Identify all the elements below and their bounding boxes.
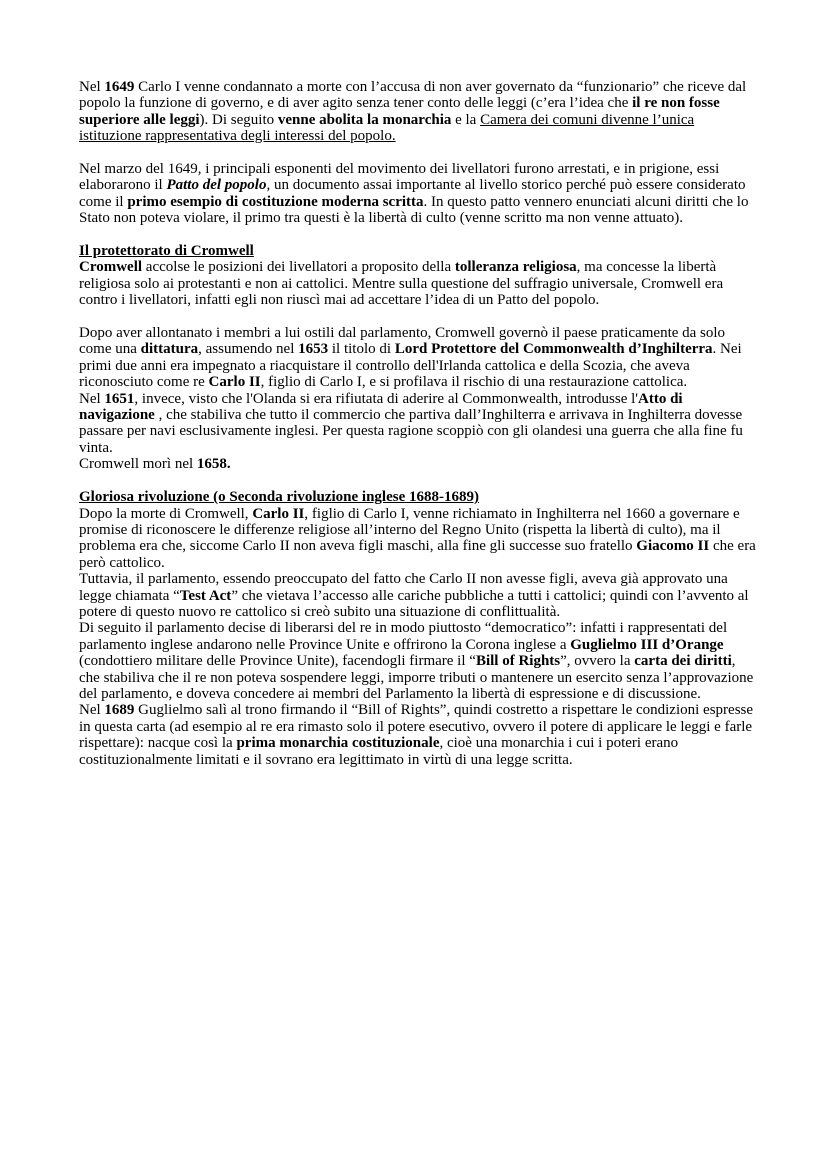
section-heading-glorious-revolution: Gloriosa rivoluzione (o Seconda rivoluzione inglese 1688-1689) xyxy=(79,489,479,506)
paragraph-spacer xyxy=(79,309,759,325)
paragraph-cromwell-death: Cromwell morì nel 1658. xyxy=(79,456,231,473)
paragraph-constitutional-monarchy: Nel 1689 Guglielmo salì al trono firmando il “Bill of Rights”, quindi costretto a rispettare le condizioni espresse in questa carta (ad esempio al re era rimasto solo il potere esecutivo, ovvero il potere di applicare le leggi e farle rispettare): nacque così la prima monarchia costituzionale, cioè una monarchia i cui i poteri erano costituzionalmente limitati e il sovrano era legittimato in virtù di una legge scritta. xyxy=(79,702,754,768)
paragraph-test-act: Tuttavia, il parlamento, essendo preoccupato del fatto che Carlo II non avesse figli, aveva già approvato una legge chiamata “Test Act” che vietava l’accesso alle cariche pubbliche a tutti i cattolici; quindi con l’avvento al potere di questo nuovo re cattolico si creò subito una situazione di conflittualità. xyxy=(79,571,749,620)
paragraph-cromwell-dictatorship: Dopo aver allontanato i membri a lui ostili dal parlamento, Cromwell governò il paese praticamente da solo come una dittatura, assumendo nel 1653 il titolo di Lord Protettore del Commonwealth d’Inghilterra. Nei primi due anni era impegnato a riacquistare il controllo dell'Irlanda cattolica e della Scozia, che aveva riconosciuto come re Carlo II, figlio di Carlo I, e si profilava il rischio di una restaurazione cattolica. xyxy=(79,325,742,391)
document-page xyxy=(79,79,759,768)
paragraph-spacer xyxy=(79,145,759,161)
paragraph-bill-of-rights: Di seguito il parlamento decise di liberarsi del re in modo piuttosto “democratico”: infatti i rappresentati del parlamento inglese andarono nelle Province Unite e offrirono la Corona inglese a Guglielmo III d’Orange (condottiero militare delle Province Unite), facendogli firmare il “Bill of Rights”, ovvero la carta dei diritti, che stabiliva che il re non poteva sospendere leggi, imporre tributi o mantenere un esercito senza l’approvazione del parlamento, e doveva concedere ai membri del Parlamento la libertà di espressione e di discussione. xyxy=(79,620,754,702)
paragraph-spacer xyxy=(79,227,759,243)
paragraph-patto-del-popolo: Nel marzo del 1649, i principali esponenti del movimento dei livellatori furono arrestati, e in prigione, essi elaborarono il Patto del popolo, un documento assai importante al livello storico perché può essere considerato come il primo esempio di costituzione moderna scritta. In questo patto vennero enunciati alcuni diritti che lo Stato non poteva violare, il primo tra questi è la libertà di culto (venne scritto ma non venne attuato). xyxy=(79,161,749,227)
section-heading-cromwell: Il protettorato di Cromwell xyxy=(79,243,254,260)
paragraph-execution-charles-i: Nel 1649 Carlo I venne condannato a morte con l’accusa di non aver governato da “funzionario” che riceve dal popolo la funzione di governo, e di aver agito senza tener conto delle leggi (c’era l’idea che il re non fosse superiore alle leggi). Di seguito venne abolita la monarchia e la Camera dei comuni divenne l’unica istituzione rappresentativa degli interessi del popolo. xyxy=(79,79,747,145)
paragraph-spacer xyxy=(79,473,759,489)
paragraph-charles-ii: Dopo la morte di Cromwell, Carlo II, figlio di Carlo I, venne richiamato in Inghilterra nel 1660 a governare e promise di riconoscere le differenze religiose all’interno del Regno Unito (rispetta la libertà di culto), ma il problema era che, siccome Carlo II non aveva figli maschi, alla fine gli successe suo fratello Giacomo II che era però cattolico. xyxy=(79,505,756,571)
paragraph-cromwell-tolerance: Cromwell accolse le posizioni dei livellatori a proposito della tolleranza religiosa, ma concesse la libertà religiosa solo ai protestanti e non ai cattolici. Mentre sulla questione del suffragio universale, Cromwell era contro i livellatori, infatti egli non riuscì mai ad accettare l’idea di un Patto del popolo. xyxy=(79,259,724,309)
paragraph-navigation-act: Nel 1651, invece, visto che l'Olanda si era rifiutata di aderire al Commonwealth, introdusse l'Atto di navigazione , che stabiliva che tutto il commercio che partiva dall’Inghilterra e arrivava in Inghilterra dovesse passare per navi esclusivamente inglesi. Per questa ragione scoppiò con gli olandesi una guerra che alla fine fu vinta. xyxy=(79,390,743,456)
